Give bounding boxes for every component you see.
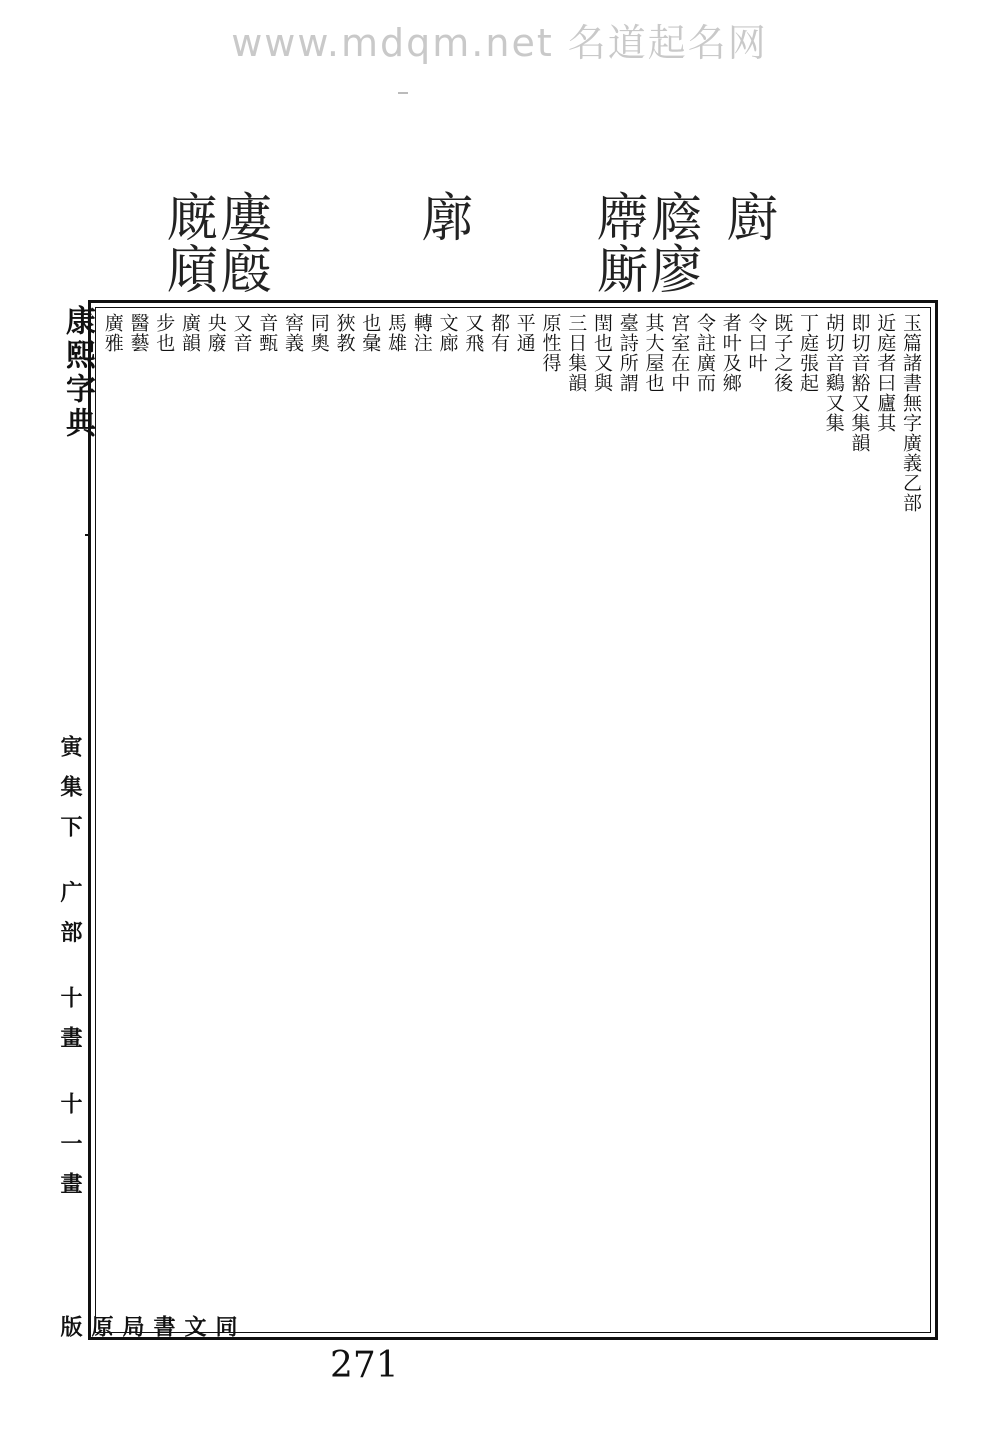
seal-group-2: 廓: [412, 190, 472, 242]
text-column: 胡切音鷄又集: [822, 313, 845, 433]
text-column: 文廊: [436, 313, 459, 353]
text-column: 近庭者曰廬其: [874, 313, 897, 433]
watermark: www.mdqm.net 名道起名网: [231, 21, 768, 65]
text-column: 窖義: [282, 313, 304, 353]
text-column: 閏也又與: [591, 313, 613, 393]
text-column: 令曰叶: [745, 313, 768, 373]
text-column: 音甄: [256, 313, 279, 353]
seal-group-3: 廕廖廗廝: [587, 190, 701, 294]
text-column: 廣雅: [101, 313, 124, 353]
text-column: 玉篇諸書無字廣義乙部: [900, 313, 922, 513]
text-column: 原性得: [539, 313, 562, 373]
text-column: 宮室在中: [668, 313, 691, 393]
text-column: 馬雄: [385, 313, 407, 353]
text-column: 轉注: [410, 313, 433, 353]
seal-group-1: 廔廏廐廎: [157, 190, 271, 294]
text-column: 丁庭張起: [797, 313, 819, 393]
text-column: 廣韻: [179, 313, 201, 353]
text-column: 狹教: [333, 313, 356, 353]
seal-group-4: 廚: [717, 190, 777, 242]
text-column: 三日集韻: [565, 313, 588, 393]
dictionary-page: [88, 300, 938, 1340]
publisher-label: 同文書局原版: [57, 1315, 238, 1343]
text-column: 者叶及鄉: [719, 313, 742, 393]
text-column: 也彙: [359, 313, 382, 353]
text-column: 都有: [488, 313, 510, 353]
text-column: 步也: [153, 313, 176, 353]
text-column: 醫藝: [127, 313, 150, 353]
seal-script-heading: [157, 190, 780, 300]
text-column: 即切音豁又集韻: [848, 313, 871, 453]
text-column: 其大屋也: [642, 313, 665, 393]
text-column: 令註廣而: [694, 313, 716, 393]
section-label: 寅集下 广部 十畫 十一畫: [57, 735, 83, 1212]
page-number: 271: [330, 1345, 399, 1386]
text-column: 既子之後: [771, 313, 794, 393]
text-column: 平通: [513, 313, 536, 353]
text-columns: [101, 313, 925, 1327]
text-column: 臺詩所謂: [616, 313, 639, 393]
text-column: 又飛: [462, 313, 485, 353]
text-column: 又音: [230, 313, 253, 353]
book-title: 康熙字典: [60, 305, 95, 441]
text-column: 同奧: [307, 313, 330, 353]
text-column: 央廢: [204, 313, 227, 353]
watermark-dash: [398, 92, 408, 94]
